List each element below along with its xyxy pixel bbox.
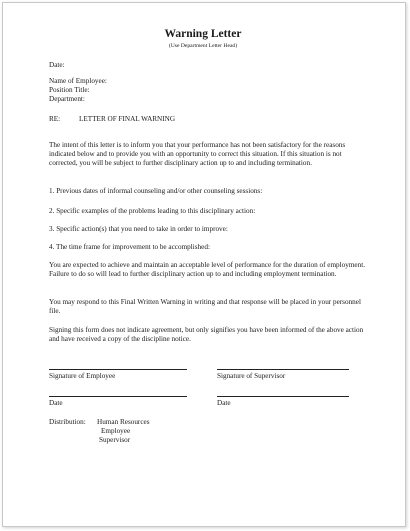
- employee-name-label: Name of Employee:: [49, 77, 107, 85]
- item-4: 4. The time frame for improvement to be accomplished:: [49, 243, 210, 251]
- item-2: 2. Specific examples of the problems leading to this disciplinary action:: [49, 207, 256, 215]
- distribution-item-hr: Human Resources: [97, 418, 150, 426]
- document-page: [2, 2, 406, 527]
- department-label: Department:: [49, 95, 85, 103]
- supervisor-signature-line: [217, 369, 349, 370]
- date-label: Date:: [49, 61, 65, 69]
- expected-paragraph: You are expected to achieve and maintain an acceptable level of performance for the duration of employment. Failure to do so will lead to further disciplinary action up to and including employment termination.: [49, 261, 365, 278]
- letter-title: Warning Letter: [164, 28, 242, 40]
- re-value: LETTER OF FINAL WARNING: [79, 115, 176, 123]
- item-3: 3. Specific action(s) that you need to take in order to improve:: [49, 225, 228, 233]
- employee-signature-line: [49, 369, 187, 370]
- position-title-label: Position Title:: [49, 86, 90, 94]
- distribution-item-supervisor: Supervisor: [99, 436, 131, 444]
- employee-date-label: Date: [49, 399, 63, 407]
- item-1: 1. Previous dates of informal counseling and/or other counseling sessions:: [49, 187, 263, 195]
- intro-paragraph: The intent of this letter is to inform you that your performance has not been satisfactory for the reasons indicated below and to provide you with an opportunity to correct this situation. If this situation is not corrected, you will be subject to further disciplinary action up to and including termination.: [49, 141, 346, 167]
- distribution-item-employee: Employee: [101, 427, 131, 435]
- supervisor-date-label: Date: [217, 399, 231, 407]
- re-label: RE:: [49, 115, 61, 123]
- supervisor-signature-label: Signature of Supervisor: [217, 372, 286, 380]
- signing-paragraph: Signing this form does not indicate agreement, but only signifies you have been informed of the above action and have received a copy of the discipline notice.: [49, 326, 364, 343]
- employee-signature-label: Signature of Employee: [49, 372, 116, 380]
- letter-subtitle: (Use Department Letter Head): [168, 43, 238, 49]
- supervisor-date-line: [217, 396, 349, 397]
- respond-paragraph: You may respond to this Final Written Warning in writing and that response will be placed in your personnel file.: [49, 298, 361, 315]
- employee-date-line: [49, 396, 187, 397]
- distribution-label: Distribution:: [49, 418, 86, 426]
